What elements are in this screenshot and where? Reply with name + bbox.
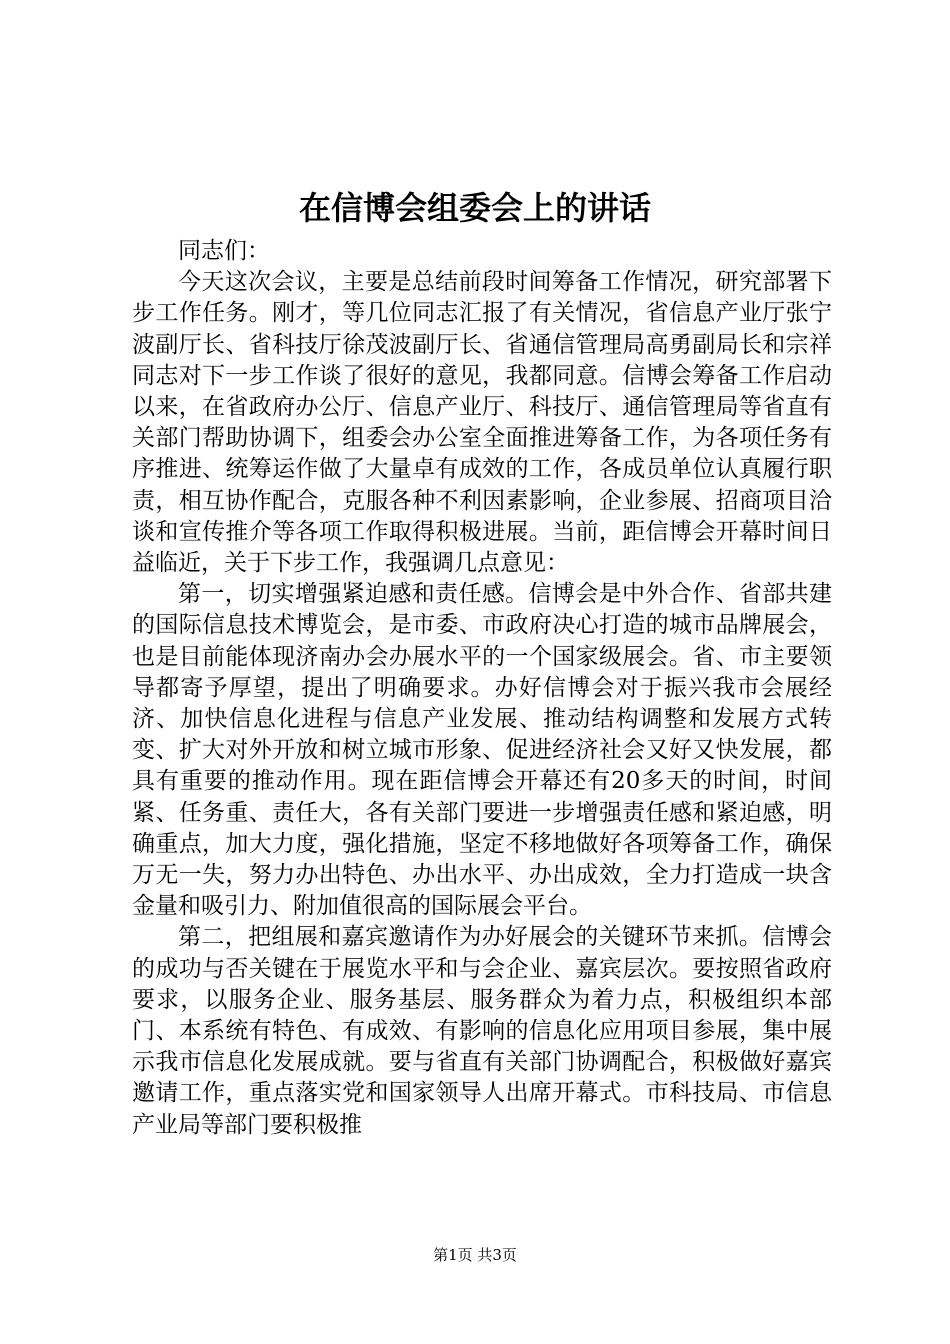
document-body bbox=[132, 236, 832, 1141]
salutation: 同志们： bbox=[178, 238, 270, 264]
paragraph-point-one: 第一，切实增强紧迫感和责任感。信博会是中外合作、省部共建的国际信息技术博览会，是市委、市政府决心打造的城市品牌展会，也是目前能体现济南办会办展水平的一个国家级展会。省、市主要领导都寄予厚望，提出了明确要求。办好信博会对于振兴我市会展经济、加快信息化进程与信息产业发展、推动结构调整和发展方式转变、扩大对外开放和树立城市形象、促进经济社会又好又快发展，都具有重要的推动作用。现在距信博会开幕还有20多天的时间，时间紧、任务重、责任大，各有关部门要进一步增强责任感和紧迫感，明确重点，加大力度，强化措施，坚定不移地做好各项筹备工作，确保万无一失，努力办出特色、办出水平、办出成效，全力打造成一块含金量和吸引力、附加值很高的国际展会平台。 bbox=[132, 581, 832, 920]
page-title: 在信博会组委会上的讲话 bbox=[298, 189, 651, 227]
paragraph-point-two: 第二，把组展和嘉宾邀请作为办好展会的关键环节来抓。信博会的成功与否关键在于展览水平和与会企业、嘉宾层次。要按照省政府要求，以服务企业、服务基层、服务群众为着力点，积极组织本部门、本系统有特色、有成效、有影响的信息化应用项目参展，集中展示我市信息化发展成就。要与省直有关部门协调配合，积极做好嘉宾邀请工作，重点落实党和国家领导人出席开幕式。市科技局、市信息产业局等部门要积极推 bbox=[132, 924, 832, 1138]
paragraph-intro: 今天这次会议，主要是总结前段时间筹备工作情况，研究部署下步工作任务。刚才，等几位同志汇报了有关情况，省信息产业厅张宁波副厅长、省科技厅徐茂波副厅长、省通信管理局高勇副局长和宗祥同志对下一步工作谈了很好的意见，我都同意。信博会筹备工作启动以来，在省政府办公厅、信息产业厅、科技厅、通信管理局等省直有关部门帮助协调下，组委会办公室全面推进筹备工作，为各项任务有序推进、统筹运作做了大量卓有成效的工作，各成员单位认真履行职责，相互协作配合，克服各种不利因素影响，企业参展、招商项目洽谈和宣传推介等各项工作取得积极进展。当前，距信博会开幕时间日益临近，关于下步工作，我强调几点意见： bbox=[132, 269, 832, 577]
page-footer: 第1页 共3页 bbox=[433, 1246, 517, 1264]
